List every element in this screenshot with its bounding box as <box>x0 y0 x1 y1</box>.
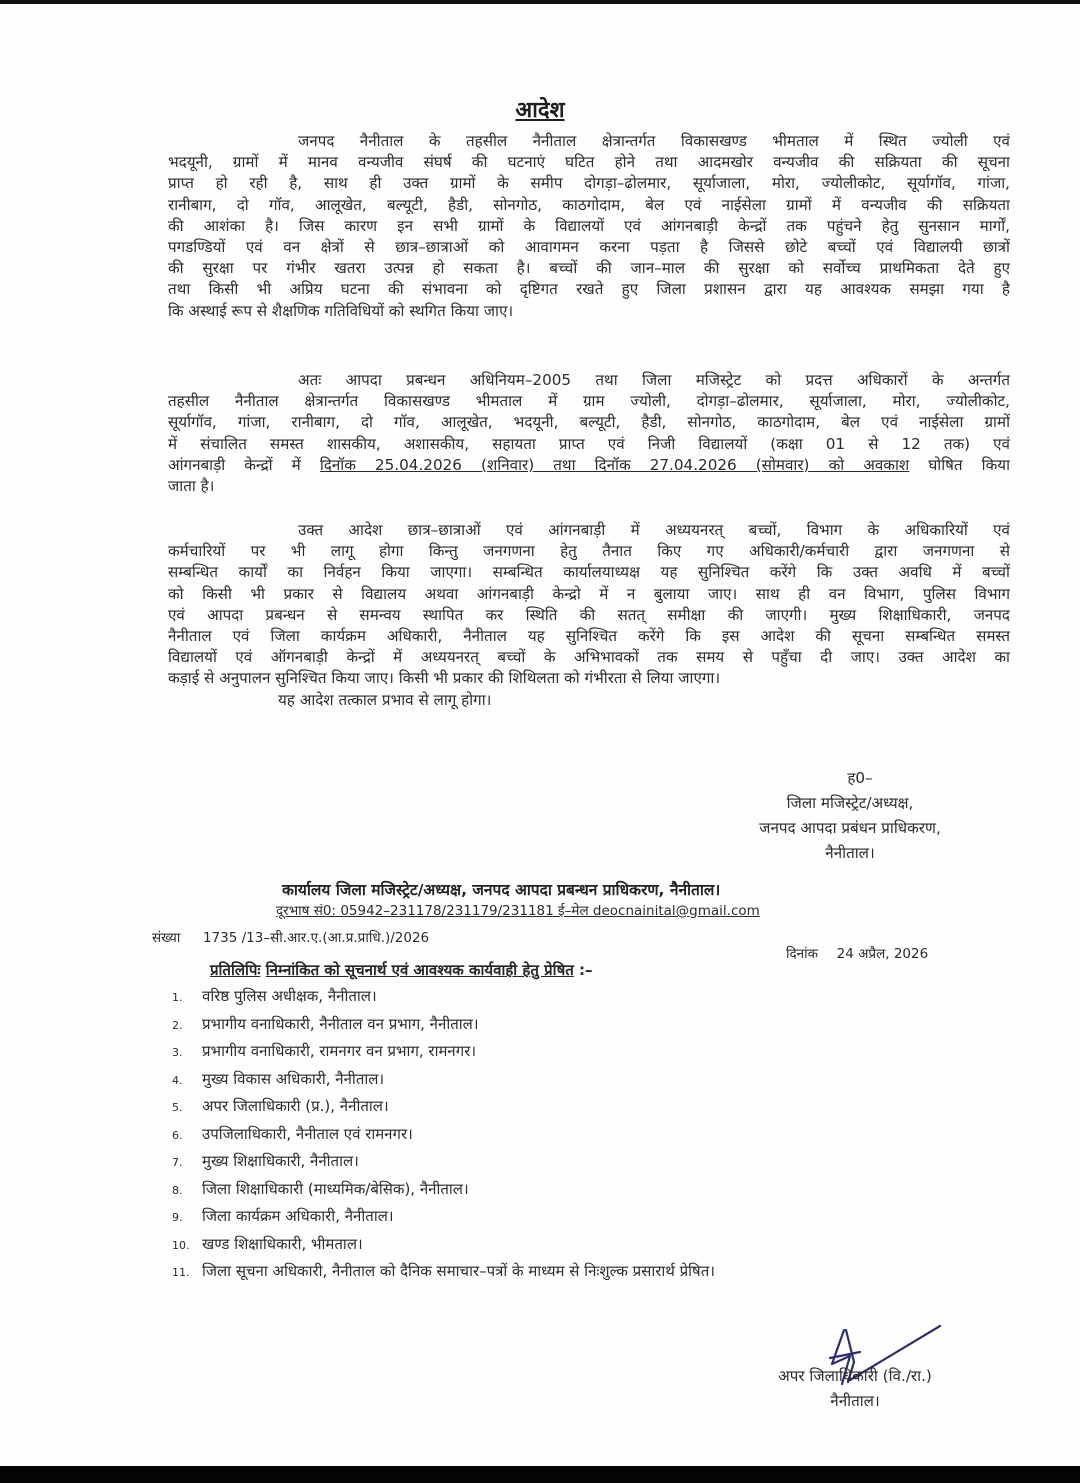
date-label: दिनांक <box>786 946 819 962</box>
holiday-suffix: घोषित किया <box>928 455 1010 474</box>
list-text: खण्ड शिक्षाधिकारी, भीमताल। <box>202 1234 363 1253</box>
list-number: 7. <box>172 1156 183 1169</box>
text-line: कड़ाई से अनुपालन सुनिश्चित किया जाए। किसी भी प्रकार की शिथिलता को गंभीरता से लिया जाएगा। <box>168 669 721 688</box>
text-line: पगडण्डियों एवं वन क्षेत्रों से छात्र–छात्राओं को आवागमन करना पड़ता है जिससे छोटे बच्चों एवं विद्यालयी छात्रों <box>168 238 1010 257</box>
signatory-block <box>700 766 1000 866</box>
list-number: 4. <box>172 1073 183 1087</box>
text-line: तहसील नैनीताल क्षेत्रान्तर्गत विकासखण्ड भीमताल में ग्राम ज्योली, दोगड़ा–ढोलमार, सूर्याजाला, मोरा, ज्योलीकोट, <box>168 392 1010 411</box>
text-line: की आशंका है। जिस कारण इन सभी ग्रामों के विद्यालयों एवं आंगनबाड़ी केन्द्रों तक पहुंचने हेतु सुनसान मार्गों, <box>168 216 1010 235</box>
list-item <box>172 1234 715 1262</box>
final-signatory-title: अपर जिलाधिकारी (वि./रा.) <box>778 1367 932 1385</box>
holiday-prefix: आंगनबाड़ी केन्द्रों में <box>168 455 301 474</box>
text-line: विद्यालयों एवं ऑगनबाड़ी केन्द्रों में अध्ययनरत् बच्चों के अभिभावकों तक समय से पहुँचा दी जाए। उक्त आदेश का <box>168 648 1010 667</box>
text-line: रानीबाग, दो गॉव, आलूखेत, बल्यूटी, हैडी, सोनगोठ, काठगोदाम, बेल एवं नाईसेला ग्रामों में वन्यजीव की सक्रियता <box>168 195 1010 214</box>
list-text: वरिष्ठ पुलिस अधीक्षक, नैनीताल। <box>202 987 377 1005</box>
list-item <box>172 1041 715 1069</box>
signatory-line: नैनीताल। <box>825 844 875 862</box>
document-page <box>0 4 1080 1466</box>
final-signatory <box>740 1364 970 1414</box>
list-text: जिला सूचना अधिकारी, नैनीताल को दैनिक समाचार–पत्रों के माध्यम से निःशुल्क प्रसारार्थ प्रेषित। <box>202 1262 715 1280</box>
list-item <box>172 986 715 1014</box>
list-text: जिला शिक्षाधिकारी (माध्यमिक/बेसिक), नैनीताल। <box>202 1179 469 1198</box>
list-number: 6. <box>172 1128 183 1142</box>
text-line: कर्मचारियों पर भी लागू होगा किन्तु जनगणना हेतु तैनात किए गए अधिकारी/कर्मचारी द्वारा जनगणना से <box>168 542 1010 561</box>
reference-label: संख्या <box>152 930 181 946</box>
list-number: 3. <box>172 1046 183 1059</box>
list-number: 2. <box>172 1018 183 1032</box>
document-title: आदेश <box>515 98 565 123</box>
reference-line <box>152 928 429 946</box>
text-line: प्राप्त हो रही है, साथ ही उक्त ग्रामों के समीप दोगड़ा–ढोलमार, सूर्याजाला, मोरा, ज्योलीकोट, सूर्यागॉव, गांजा, <box>168 174 1010 193</box>
holiday-dates: दिनॉक 25.04.2026 (शनिवार) तथा दिनॉक 27.04.2026 (सोमवार) को अवकाश <box>319 455 910 474</box>
list-item <box>172 1206 715 1234</box>
text-line: एवं आपदा प्रबन्धन से समन्वय स्थापित कर स्थिति की सतत् समीक्षा की जाएगी। मुख्य शिक्षाधिकारी, जनपद <box>168 605 1010 624</box>
list-number: 9. <box>172 1211 183 1224</box>
text-line: भदयूनी, ग्रामों में मानव वन्यजीव संघर्ष की घटनाएं घटित होने तथा आदमखोर वन्यजीव की सक्रियता की सूचना <box>168 153 1010 172</box>
text-line: सूर्यागॉव, गांजा, रानीबाग, दो गॉव, आलूखेत, भदयूनी, बल्यूटी, हैडी, सोनगोठ, काठगोदाम, बेल एवं नाईसेला ग्रामों <box>168 413 1010 432</box>
list-item <box>172 1151 715 1179</box>
text-line: जाता है। <box>168 477 215 496</box>
effective-line: यह आदेश तत्काल प्रभाव से लागू होगा। <box>278 690 492 709</box>
list-text: जिला कार्यक्रम अधिकारी, नैनीताल। <box>202 1207 394 1225</box>
office-contact: दूरभाष सं0: 05942–231178/231179/231181 ई–मेल deocnainital@gmail.com <box>276 903 760 919</box>
signatory-line: जिला मजिस्ट्रेट/अध्यक्ष, <box>786 794 914 812</box>
list-number: 11. <box>172 1266 190 1279</box>
list-item <box>172 1124 715 1152</box>
list-item <box>172 1014 715 1042</box>
copy-list <box>172 986 715 1289</box>
list-number: 1. <box>172 991 183 1004</box>
list-item <box>172 1261 715 1289</box>
bottom-frame-edge <box>0 1466 1080 1483</box>
list-item <box>172 1179 715 1207</box>
signatory-line: जनपद आपदा प्रबंधन प्राधिकरण, <box>759 819 941 837</box>
paragraph-order <box>168 370 1010 497</box>
text-line: अतः आपदा प्रबन्धन अधिनियम–2005 तथा जिला मजिस्ट्रेट को प्रदत्त अधिकारों के अन्तर्गत <box>298 371 1010 389</box>
copy-heading-suffix: :– <box>579 961 593 979</box>
paragraph-background <box>168 131 1010 322</box>
list-text: मुख्य शिक्षाधिकारी, नैनीताल। <box>202 1152 359 1170</box>
list-number: 8. <box>172 1183 183 1197</box>
final-signatory-place: नैनीताल। <box>830 1392 880 1410</box>
text-line: कि अस्थाई रूप से शैक्षणिक गतिविधियों को स्थगित किया जाए। <box>168 301 514 320</box>
list-item <box>172 1096 715 1124</box>
text-line: उक्त आदेश छात्र–छात्राओं एवं आंगनबाड़ी में अध्ययनरत् बच्चों, विभाग के अधिकारियों एवं <box>298 521 1010 539</box>
list-text: प्रभागीय वनाधिकारी, नैनीताल वन प्रभाग, नैनीताल। <box>202 1014 479 1033</box>
copy-heading-text: निम्नांकित को सूचनार्थ एवं आवश्यक कार्यवाही हेतु प्रेषित <box>265 961 574 979</box>
text-line: की सुरक्षा पर गंभीर खतरा उत्पन्न हो सकता है। बच्चों की जान–माल की सुरक्षा को सर्वोच्च प्राथमिकता देते हुए <box>168 259 1010 278</box>
list-text: मुख्य विकास अधिकारी, नैनीताल। <box>202 1069 385 1088</box>
list-item <box>172 1069 715 1097</box>
copy-heading-label: प्रतिलिपिः <box>210 961 261 979</box>
date-value: 24 अप्रैल, 2026 <box>836 946 929 962</box>
signed-mark: ह0– <box>847 769 873 787</box>
reference-number: 1735 /13–सी.आर.ए.(आ.प्र.प्राधि.)/2026 <box>202 930 430 946</box>
text-line: सम्बन्धित कार्यों का निर्वहन किया जाएगा। सम्बन्धित कार्यालयाध्यक्ष यह सुनिश्चित करेंगे कि उक्त अवधि में बच्चों <box>168 563 1010 582</box>
paragraph-instructions <box>168 520 1010 711</box>
list-text: उपजिलाधिकारी, नैनीताल एवं रामनगर। <box>202 1124 413 1143</box>
list-number: 10. <box>172 1238 190 1252</box>
text-line: नैनीताल एवं जिला कार्यक्रम अधिकारी, नैनीताल यह सुनिश्चित करेंगे कि इस आदेश की सूचना सम्बन्धित समस्त <box>168 627 1010 646</box>
text-line: को किसी भी प्रकार से विद्यालय अथवा आंगनबाड़ी केन्द्रो में न बुलाया जाए। साथ ही वन विभाग, पुलिस विभाग <box>168 584 1010 603</box>
copy-heading <box>210 960 593 980</box>
text-line: तथा किसी भी अप्रिय घटना की संभावना को दृष्टिगत रखते हुए जिला प्रशासन द्वारा यह आवश्यक समझा गया है <box>168 280 1010 299</box>
text-line: जनपद नैनीताल के तहसील नैनीताल क्षेत्रान्तर्गत विकासखण्ड भीमताल में स्थित ज्योली एवं <box>298 132 1010 150</box>
list-text: प्रभागीय वनाधिकारी, रामनगर वन प्रभाग, रामनगर। <box>202 1042 477 1060</box>
list-number: 5. <box>172 1101 183 1114</box>
list-text: अपर जिलाधिकारी (प्र.), नैनीताल। <box>202 1097 389 1115</box>
text-line: में संचालित समस्त शासकीय, अशासकीय, सहायता प्राप्त एवं निजी विद्यालयों (कक्षा 01 से 12 तक) एवं <box>168 434 1010 453</box>
reference-date <box>786 944 928 962</box>
holiday-line <box>168 455 1010 476</box>
office-name: कार्यालय जिला मजिस्ट्रेट/अध्यक्ष, जनपद आपदा प्रबन्धन प्राधिकरण, नैनीताल। <box>282 881 721 899</box>
